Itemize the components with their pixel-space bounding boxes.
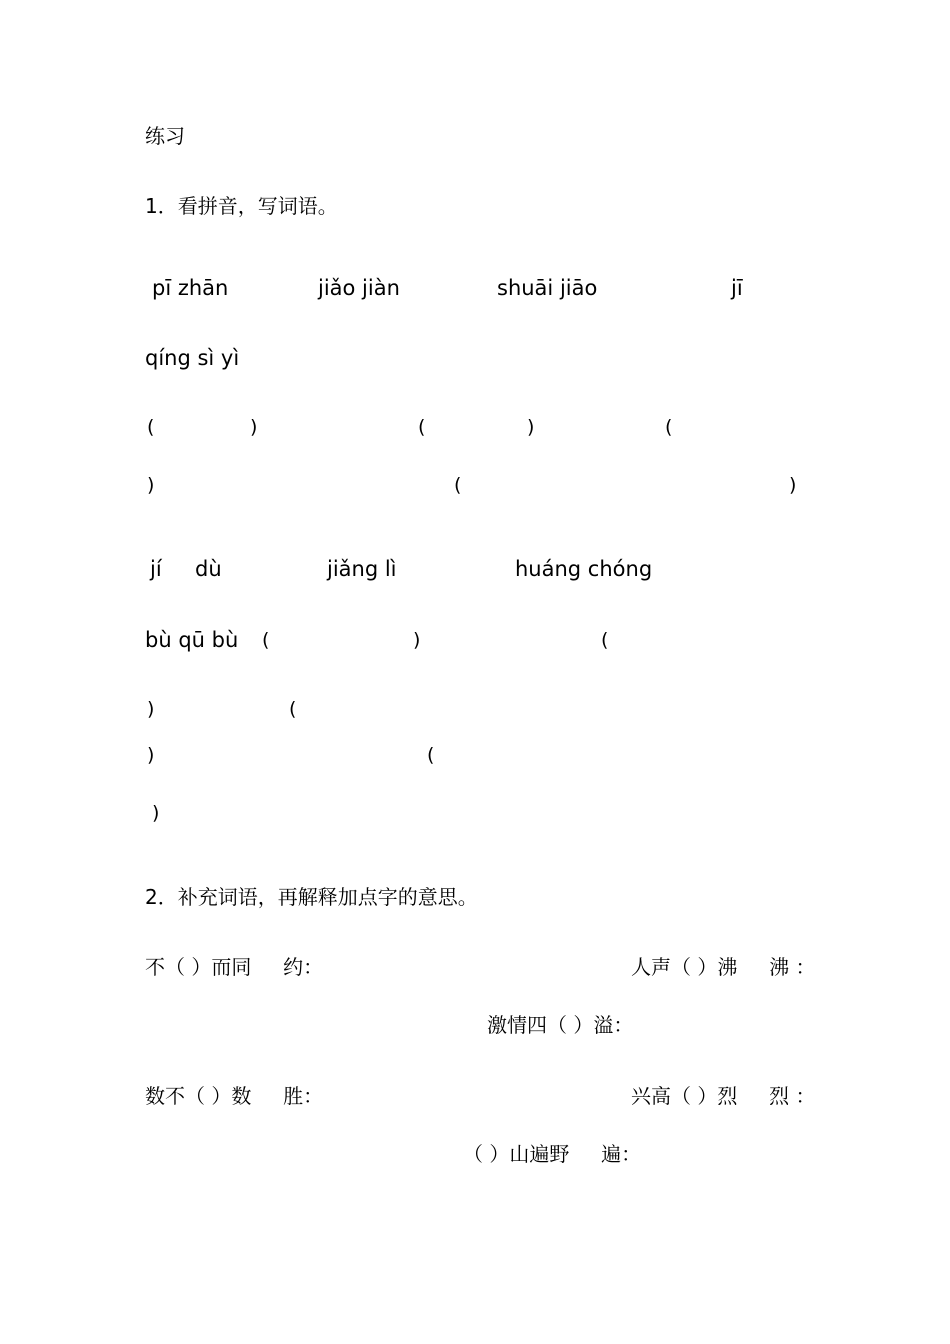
idiom-item: （ ）山遍野 遍：	[463, 1142, 642, 1166]
idiom-item: 兴高（ ）烈 烈 ：	[631, 1084, 816, 1108]
question-1-heading: 1．看拼音，写词语。	[145, 194, 338, 218]
answer-bracket-close: )	[527, 416, 535, 438]
pinyin-jiang-li: jiǎng lì	[327, 557, 397, 581]
pinyin-jiao-jian: jiǎo jiàn	[318, 276, 400, 300]
answer-bracket-close: )	[413, 629, 421, 651]
idiom-item: 不（ ）而同 约：	[145, 955, 324, 979]
pinyin-pi-zhan: pī zhān	[152, 276, 229, 300]
answer-bracket-open: (	[262, 629, 270, 651]
answer-bracket-close: )	[250, 416, 258, 438]
answer-bracket-open: (	[289, 698, 297, 720]
idiom-item: 人声（ ）沸 沸 ：	[631, 955, 816, 979]
pinyin-ji-du: jí dù	[150, 557, 222, 581]
answer-bracket-close: )	[147, 744, 155, 766]
answer-bracket-open: (	[665, 416, 673, 438]
answer-bracket-open: (	[427, 744, 435, 766]
answer-bracket-close: )	[147, 474, 155, 496]
answer-bracket-open: (	[147, 416, 155, 438]
pinyin-huang-chong: huáng chóng	[515, 557, 653, 581]
answer-bracket-close: )	[147, 698, 155, 720]
idiom-item: 数不（ ）数 胜：	[145, 1084, 324, 1108]
question-2-heading: 2．补充词语，再解释加点字的意思。	[145, 885, 478, 909]
answer-bracket-open: (	[454, 474, 462, 496]
answer-bracket-close: )	[152, 802, 160, 824]
pinyin-bu-qu-bu: bù qū bù	[145, 628, 239, 652]
pinyin-shuai-jiao: shuāi jiāo	[497, 276, 598, 300]
page-title: 练习	[145, 124, 185, 148]
answer-bracket-open: (	[418, 416, 426, 438]
pinyin-ji: jī	[731, 276, 743, 300]
answer-bracket-close: )	[789, 474, 797, 496]
idiom-item: 激情四（ ）溢：	[487, 1013, 634, 1037]
answer-bracket-open: (	[601, 629, 609, 651]
pinyin-qing-si-yi: qíng sì yì	[145, 346, 240, 370]
